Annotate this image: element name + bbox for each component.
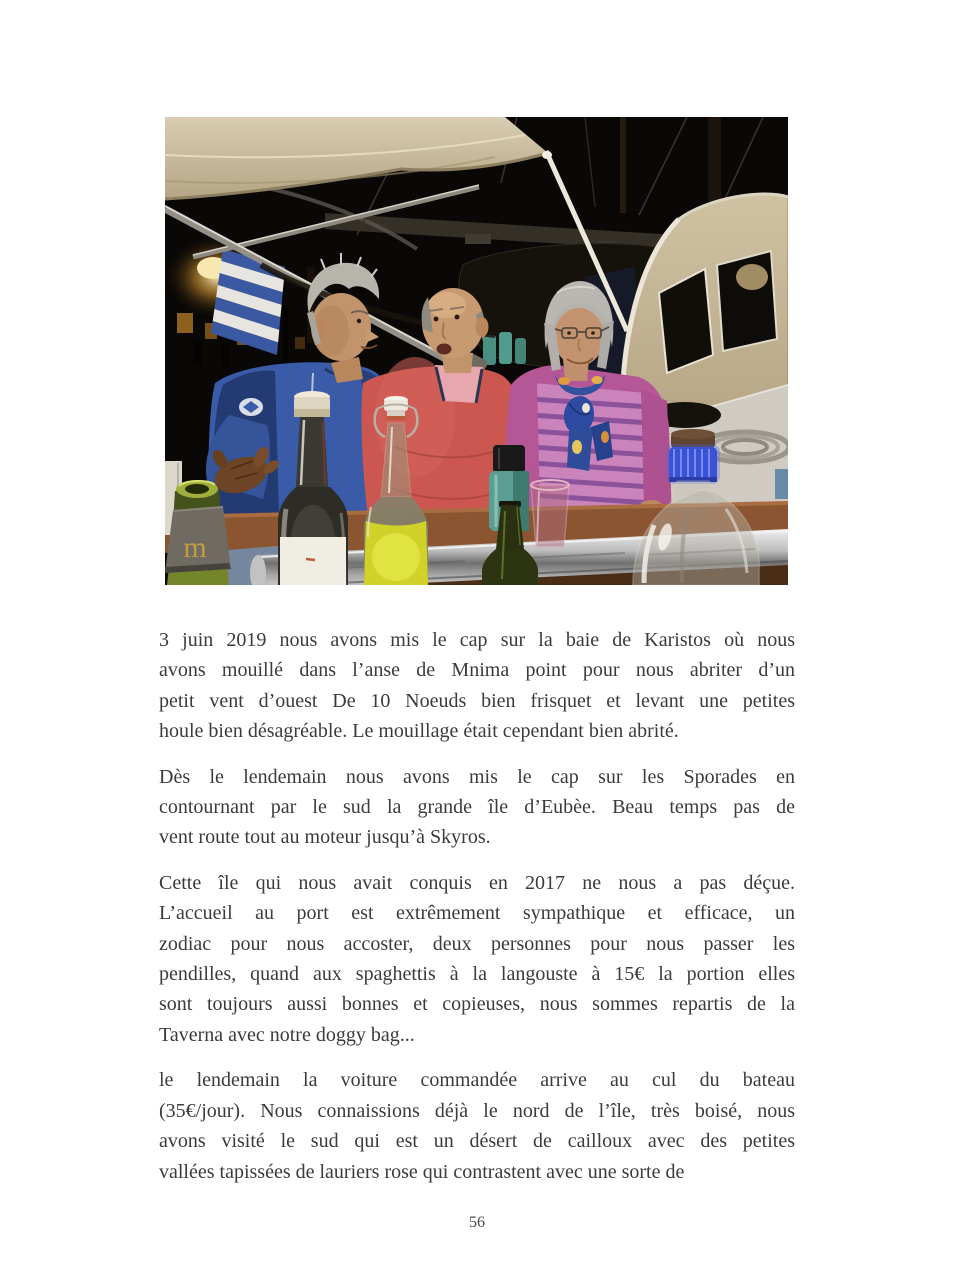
text-line: zodiac pour nous accoster, deux personnes pour nous passer les — [159, 932, 795, 955]
paragraph-3 — [159, 868, 795, 1050]
wine-label-letter: m — [183, 531, 207, 564]
text-line: avons visité le sud qui est un désert de cailloux avec des petites — [159, 1130, 795, 1153]
text-line: vent route tout au moteur jusqu’à Skyros. — [159, 826, 491, 849]
text-line: houle bien désagréable. Le mouillage était cependant bien abrité. — [159, 720, 679, 743]
photo-boat-dinner — [165, 117, 788, 585]
text-line: (35€/jour). Nous connaissions déjà le nord de l’île, très boisé, nous — [159, 1099, 795, 1122]
page-number: 56 — [469, 1214, 485, 1231]
text-line: petit vent d’ouest De 10 Noeuds bien frisquet et levant une petites — [159, 689, 795, 712]
text-line: sont toujours aussi bonnes et copieuses, nous sommes repartis de la — [159, 993, 795, 1016]
paragraph-4 — [159, 1065, 795, 1187]
photo-illustration — [165, 117, 788, 585]
text-line: le lendemain la voiture commandée arrive au cul du bateau — [159, 1069, 795, 1092]
paragraph-2 — [159, 762, 795, 853]
glass-tumbler — [531, 480, 569, 547]
paragraph-1 — [159, 625, 795, 747]
text-line: 3 juin 2019 nous avons mis le cap sur la baie de Karistos où nous — [159, 629, 795, 651]
text-line: L’accueil au port est extrêmement sympathique et efficace, un — [159, 902, 795, 925]
text-line: Dès le lendemain nous avons mis le cap sur les Sporades en — [159, 765, 795, 788]
text-line: Cette île qui nous avait conquis en 2017 ne nous a pas déçue. — [159, 871, 795, 894]
text-line: contournant par le sud la grande île d’Eubèe. Beau temps pas de — [159, 796, 795, 819]
body-text — [159, 625, 795, 1202]
text-line: pendilles, quand aux spaghettis à la langouste à 15€ la portion elles — [159, 963, 795, 986]
text-line: avons mouillé dans l’anse de Mnima point pour nous abriter d’un — [159, 659, 795, 682]
text-line: vallées tapissées de lauriers rose qui contrastent avec une sorte de — [159, 1160, 685, 1183]
text-line: Taverna avec notre doggy bag... — [159, 1023, 415, 1046]
